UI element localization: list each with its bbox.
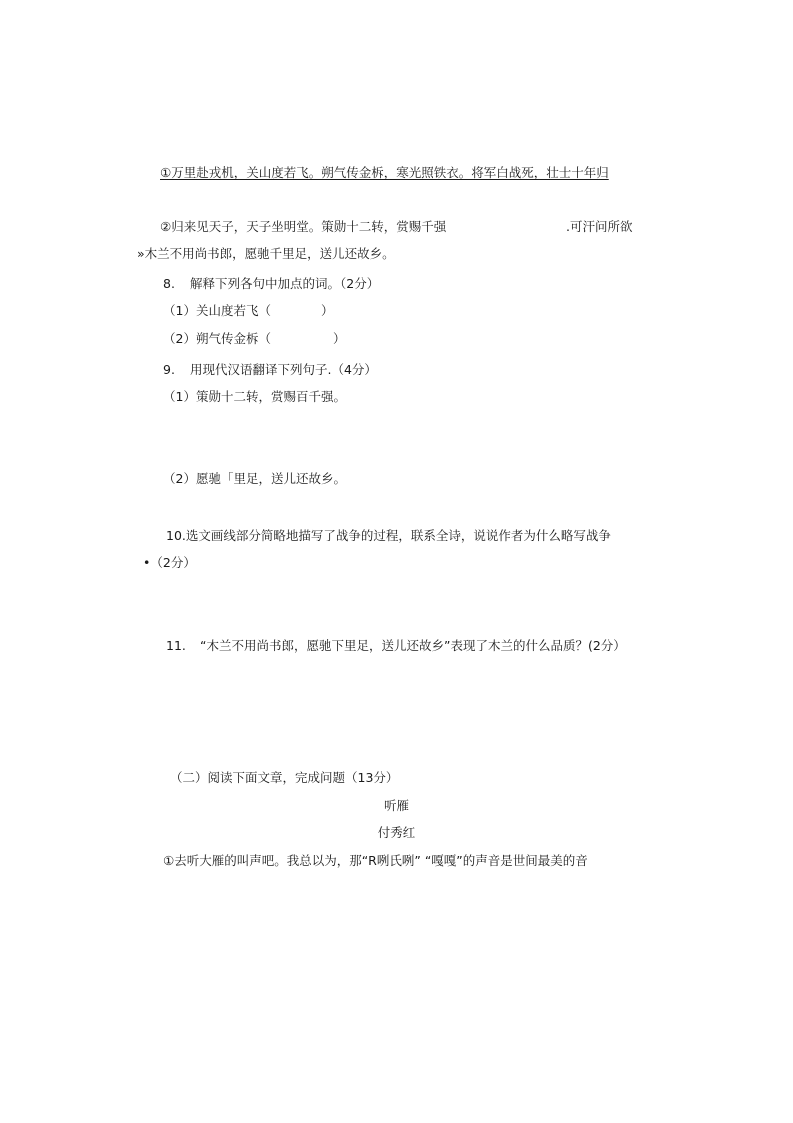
q9-sub1: （1）策勋十二转，赏赐百千强。 <box>163 389 346 404</box>
q8-number: 8. <box>163 276 175 291</box>
q8-text: 解释下列各句中加点的词。（2分） <box>190 276 380 291</box>
q8-sub2 <box>163 331 345 347</box>
q8-sub1 <box>163 303 333 319</box>
section2-heading: （二）阅读下面文章，完成问题（13分） <box>170 770 399 785</box>
q9-sub2: （2）愿驰「里足，送儿还故乡。 <box>163 471 346 486</box>
article-paragraph-1: ①去听大雁的叫声吧。我总以为，那“R咧氏咧” “嘎嘎”的声音是世间最美的音 <box>163 853 588 868</box>
q11-text: “木兰不用尚书郎，愿驰下里足，送儿还故乡”表现了木兰的什么品质？(2分） <box>200 638 626 653</box>
q9-number: 9. <box>163 362 175 377</box>
q8-sub1-prefix: （1）关山度若飞（ <box>163 303 271 318</box>
poem-line-2b: .可汗问所欲 <box>566 219 633 234</box>
poem-line-2a: ②归来见天子，天子坐明堂。策勋十二转，赏赐千强 <box>160 219 447 234</box>
q8-sub2-suffix: ） <box>332 331 346 346</box>
poem-line-1: ①万里赴戎机，关山度若飞。朔气传金柝，寒光照铁衣。将军白战死，壮士十年归 <box>160 165 609 180</box>
q11-number: 11. <box>166 638 186 653</box>
q10-line-1: 10.选文画线部分简略地描写了战争的过程，联系全诗，说说作者为什么略写战争 <box>166 528 611 543</box>
article-title: 听雁 <box>383 798 409 813</box>
poem-line-3: »木兰不用尚书郎，愿驰千里足，送儿还故乡。 <box>137 246 395 261</box>
q8-sub2-prefix: （2）朔气传金柝（ <box>163 331 271 346</box>
article-author: 付秀红 <box>377 825 416 840</box>
q9-text: 用现代汉语翻译下列句子.（4分） <box>190 362 377 377</box>
q8-sub1-suffix: ） <box>320 303 334 318</box>
q10-line-2: •（2分） <box>143 555 196 570</box>
